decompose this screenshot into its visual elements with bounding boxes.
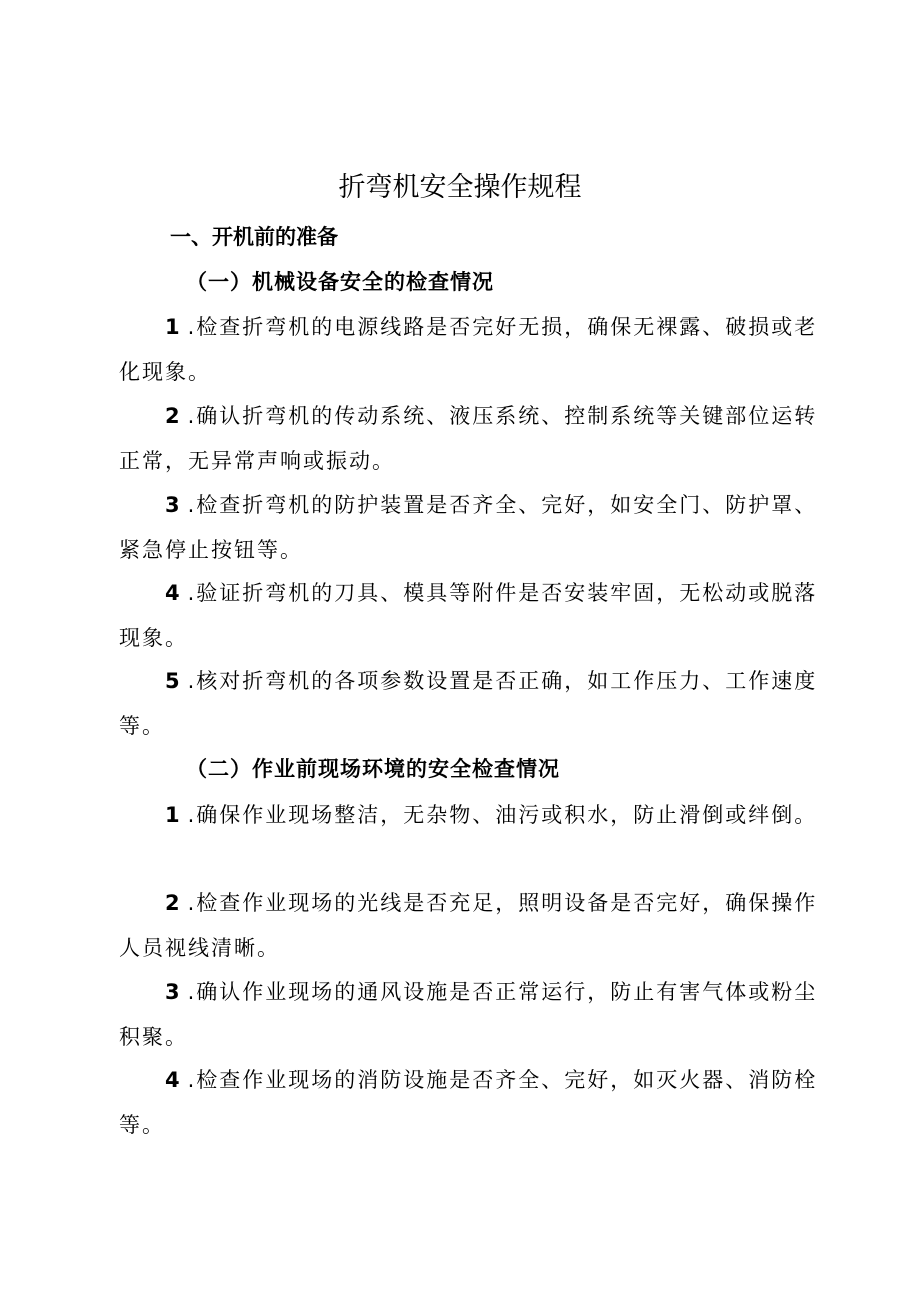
item-number: 5 bbox=[165, 669, 180, 693]
list-item bbox=[119, 659, 819, 749]
list-item bbox=[119, 394, 819, 484]
list-item bbox=[119, 1058, 819, 1148]
item-number: 2 bbox=[165, 404, 180, 428]
item-number: 1 bbox=[165, 803, 180, 827]
item-text: .检查折弯机的电源线路是否完好无损，确保无裸露、破损或老化现象。 bbox=[119, 315, 818, 384]
item-text: .检查折弯机的防护装置是否齐全、完好，如安全门、防护罩、紧急停止按钮等。 bbox=[119, 493, 818, 562]
item-number: 4 bbox=[165, 1068, 180, 1092]
subsection-heading-2: （二）作业前现场环境的安全检查情况 bbox=[186, 757, 560, 781]
item-number: 4 bbox=[165, 581, 180, 605]
list-item bbox=[119, 305, 819, 395]
item-text: .核对折弯机的各项参数设置是否正确，如工作压力、工作速度等。 bbox=[119, 669, 818, 738]
item-number: 2 bbox=[165, 891, 180, 915]
item-text: .确认作业现场的通风设施是否正常运行，防止有害气体或粉尘积聚。 bbox=[119, 980, 818, 1049]
item-text: .确认折弯机的传动系统、液压系统、控制系统等关键部位运转正常，无异常声响或振动。 bbox=[119, 404, 818, 473]
list-item bbox=[119, 483, 819, 573]
item-number: 3 bbox=[165, 493, 180, 517]
item-number: 3 bbox=[165, 980, 180, 1004]
subsection-heading-1: （一）机械设备安全的检查情况 bbox=[186, 270, 494, 294]
item-text: .检查作业现场的消防设施是否齐全、完好，如灭火器、消防栓等。 bbox=[119, 1068, 818, 1137]
list-item bbox=[119, 793, 819, 838]
item-text: .确保作业现场整洁，无杂物、油污或积水，防止滑倒或绊倒。 bbox=[187, 803, 818, 827]
document-title: 折弯机安全操作规程 bbox=[338, 172, 582, 203]
list-item bbox=[119, 970, 819, 1060]
item-text: .验证折弯机的刀具、模具等附件是否安装牢固，无松动或脱落现象。 bbox=[119, 581, 818, 650]
list-item bbox=[119, 571, 819, 661]
item-text: .检查作业现场的光线是否充足，照明设备是否完好，确保操作人员视线清晰。 bbox=[119, 891, 818, 960]
list-item bbox=[119, 881, 819, 971]
item-number: 1 bbox=[165, 315, 180, 339]
section-heading: 一、开机前的准备 bbox=[170, 225, 338, 249]
